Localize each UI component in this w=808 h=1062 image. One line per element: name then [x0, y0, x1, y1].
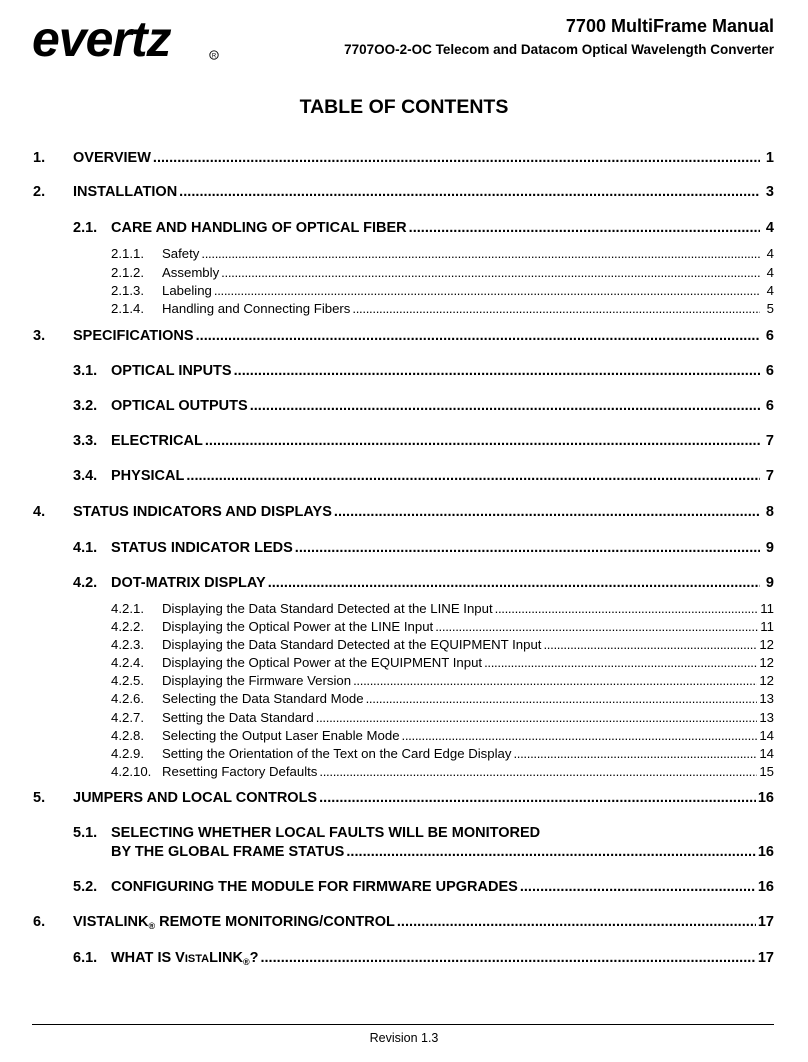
toc-number: 4.: [33, 504, 46, 520]
toc-number: 3.3.: [73, 433, 98, 449]
toc-entry[interactable]: [73, 469, 774, 484]
dot-leader: [484, 656, 757, 669]
dot-leader: [397, 915, 756, 930]
toc-entry[interactable]: [111, 620, 774, 633]
toc-entry[interactable]: [73, 880, 774, 895]
toc-entry[interactable]: [111, 284, 774, 297]
toc-page: 12: [759, 637, 774, 652]
toc-page: 9: [765, 540, 774, 556]
toc-page: 1: [765, 150, 774, 166]
toc-title: OVERVIEW: [73, 150, 151, 166]
toc-title: CARE AND HANDLING OF OPTICAL FIBER: [111, 220, 407, 236]
toc-number: 2.1.4.: [111, 301, 144, 316]
toc-entry[interactable]: [33, 329, 774, 344]
toc-title: PHYSICAL: [111, 468, 185, 484]
dot-leader: [316, 711, 758, 724]
dot-leader: [295, 541, 760, 556]
toc-page: 4: [765, 220, 774, 236]
dot-leader: [201, 247, 760, 260]
svg-text:R: R: [211, 53, 217, 60]
dot-leader: [250, 399, 760, 414]
toc-number: 4.1.: [73, 540, 98, 556]
toc-title: Resetting Factory Defaults: [162, 764, 318, 779]
toc-entry[interactable]: [111, 711, 774, 724]
toc-page: 6: [765, 398, 774, 414]
toc-number: 4.2.9.: [111, 746, 144, 761]
dot-leader: [352, 302, 760, 315]
toc-title: Setting the Orientation of the Text on the Card Edge Display: [162, 746, 512, 761]
toc-entry[interactable]: [111, 729, 774, 742]
dot-leader: [268, 576, 760, 591]
dot-leader: [495, 602, 759, 615]
toc-page: 13: [759, 691, 774, 706]
toc-entry[interactable]: [111, 765, 774, 778]
dot-leader: [366, 692, 758, 705]
toc-number: 4.2.: [73, 575, 98, 591]
toc-entry[interactable]: [111, 638, 774, 651]
toc-page: 7: [765, 468, 774, 484]
toc-number: 2.1.1.: [111, 246, 144, 261]
toc-page: 14: [759, 746, 774, 761]
toc-number: 6.1.: [73, 950, 98, 966]
toc-title: CONFIGURING THE MODULE FOR FIRMWARE UPGRADES: [111, 879, 518, 895]
revision-label: Revision 1.3: [369, 1031, 439, 1045]
toc-title: DOT-MATRIX DISPLAY: [111, 575, 266, 591]
toc-entry[interactable]: [111, 692, 774, 705]
toc-title: Selecting the Output Laser Enable Mode: [162, 728, 400, 743]
toc-title: WHAT IS $VISTALINK_®$?: [111, 950, 259, 967]
toc-title: JUMPERS AND LOCAL CONTROLS: [73, 790, 318, 806]
toc-entry[interactable]: [111, 674, 774, 687]
toc-entry[interactable]: [111, 656, 774, 669]
toc-title: STATUS INDICATOR LEDS: [111, 540, 293, 556]
toc-page: 8: [765, 504, 774, 520]
toc-number: 4.2.2.: [111, 619, 144, 634]
toc-entry[interactable]: [73, 576, 774, 591]
toc-number: 2.1.3.: [111, 283, 144, 298]
toc-entry[interactable]: [73, 364, 774, 379]
toc-number: 4.2.4.: [111, 655, 144, 670]
toc-number: 6.: [33, 914, 46, 930]
toc-number: 3.: [33, 328, 46, 344]
toc-page: 11: [760, 619, 774, 634]
toc-entry[interactable]: [111, 845, 774, 860]
toc-number: 3.1.: [73, 363, 98, 379]
toc-number: 4.2.10.: [111, 764, 152, 779]
toc-page: 4: [766, 246, 774, 261]
toc-entry[interactable]: [33, 791, 774, 806]
toc-page: 12: [759, 655, 774, 670]
toc-title: Safety: [162, 246, 200, 261]
toc-title: Displaying the Optical Power at the EQUIPMENT Input: [162, 655, 483, 670]
toc-number: 5.1.: [73, 825, 98, 841]
toc-number: 1.: [33, 150, 46, 166]
toc-title: OPTICAL INPUTS: [111, 363, 232, 379]
toc-entry-first-line[interactable]: [73, 825, 540, 841]
toc-page: 5: [766, 301, 774, 316]
toc-title: OPTICAL OUTPUTS: [111, 398, 248, 414]
toc-number: 4.2.5.: [111, 673, 144, 688]
dot-leader: [179, 185, 760, 200]
toc-title: INSTALLATION: [73, 184, 178, 200]
toc-number: 4.2.6.: [111, 691, 144, 706]
svg-text:evertz: evertz: [32, 14, 171, 64]
toc-page: 9: [765, 575, 774, 591]
evertz-logo: [30, 14, 224, 64]
toc-entry[interactable]: [33, 505, 774, 520]
toc-title: Setting the Data Standard: [162, 710, 314, 725]
toc-page: 13: [759, 710, 774, 725]
dot-leader: [153, 151, 760, 166]
toc-number: 5.2.: [73, 879, 98, 895]
toc-page: 11: [760, 601, 774, 616]
dot-leader: [221, 266, 760, 279]
toc-page: 4: [766, 265, 774, 280]
toc-title: Labeling: [162, 283, 212, 298]
toc-entry[interactable]: [73, 541, 774, 556]
dot-leader: [513, 747, 757, 760]
toc-title: Selecting the Data Standard Mode: [162, 691, 364, 706]
toc-number: 4.2.1.: [111, 601, 144, 616]
manual-title: 7700 MultiFrame Manual: [565, 16, 774, 36]
toc-entry[interactable]: [33, 185, 774, 200]
toc-title: Displaying the Optical Power at the LINE Input: [162, 619, 434, 634]
toc-entry[interactable]: [73, 434, 774, 449]
toc-title: SPECIFICATIONS: [73, 328, 194, 344]
toc-number: 2.: [33, 184, 46, 200]
footer-divider: [32, 1024, 774, 1025]
dot-leader: [353, 674, 757, 687]
toc-entry[interactable]: [33, 915, 774, 931]
toc-title: $VISTALINK_®$ REMOTE MONITORING/CONTROL: [73, 914, 395, 931]
toc-title: Handling and Connecting Fibers: [162, 301, 351, 316]
toc-title: Displaying the Data Standard Detected at the EQUIPMENT Input: [162, 637, 542, 652]
dot-leader: [214, 284, 760, 297]
dot-leader: [234, 364, 760, 379]
toc-title: Assembly: [162, 265, 220, 280]
manual-subtitle: 7707OO-2-OC Telecom and Datacom Optical Wavelength Converter: [344, 42, 774, 57]
toc-number: 5.: [33, 790, 46, 806]
dot-leader: [409, 221, 760, 236]
toc-entry[interactable]: [111, 247, 774, 260]
toc-number: 3.4.: [73, 468, 98, 484]
toc-number: 4.2.7.: [111, 710, 144, 725]
toc-number: 3.2.: [73, 398, 98, 414]
toc-page: 12: [759, 673, 774, 688]
dot-leader: [319, 765, 757, 778]
toc-entry[interactable]: [111, 302, 774, 315]
toc-page: 3: [765, 184, 774, 200]
toc-title: SELECTING WHETHER LOCAL FAULTS WILL BE MONITORED: [111, 825, 541, 841]
toc-page: 6: [765, 363, 774, 379]
dot-leader: [205, 434, 760, 449]
dot-leader: [543, 638, 757, 651]
dot-leader: [435, 620, 758, 633]
toc-title: ELECTRICAL: [111, 433, 203, 449]
toc-number: 4.2.3.: [111, 637, 144, 652]
dot-leader: [520, 880, 756, 895]
dot-leader: [260, 951, 755, 966]
page-title: TABLE OF CONTENTS: [299, 96, 509, 118]
toc-page: 7: [765, 433, 774, 449]
dot-leader: [346, 845, 756, 860]
toc-title: STATUS INDICATORS AND DISPLAYS: [73, 504, 332, 520]
toc-page: 16: [757, 879, 774, 895]
toc-number: 2.1.: [73, 220, 98, 236]
toc-title: Displaying the Data Standard Detected at the LINE Input: [162, 601, 493, 616]
toc-title: Displaying the Firmware Version: [162, 673, 352, 688]
toc-page: 4: [766, 283, 774, 298]
toc-entry[interactable]: [111, 266, 774, 279]
toc-entry[interactable]: [73, 951, 774, 967]
toc-page: 6: [765, 328, 774, 344]
toc-number: 2.1.2.: [111, 265, 144, 280]
toc-page: 15: [759, 764, 774, 779]
toc-entry[interactable]: [111, 602, 774, 615]
dot-leader: [196, 329, 760, 344]
toc-page: 17: [757, 950, 774, 966]
dot-leader: [334, 505, 760, 520]
dot-leader: [319, 791, 756, 806]
toc-entry[interactable]: [73, 399, 774, 414]
toc-number: 4.2.8.: [111, 728, 144, 743]
toc-entry[interactable]: [73, 221, 774, 236]
toc-page: 16: [757, 790, 774, 806]
toc-title-continued: BY THE GLOBAL FRAME STATUS: [111, 844, 345, 860]
toc-page: 16: [757, 844, 774, 860]
dot-leader: [186, 469, 760, 484]
toc-page: 17: [757, 914, 774, 930]
toc-entry[interactable]: [111, 747, 774, 760]
toc-entry[interactable]: [33, 151, 774, 166]
toc-page: 14: [759, 728, 774, 743]
dot-leader: [402, 729, 758, 742]
